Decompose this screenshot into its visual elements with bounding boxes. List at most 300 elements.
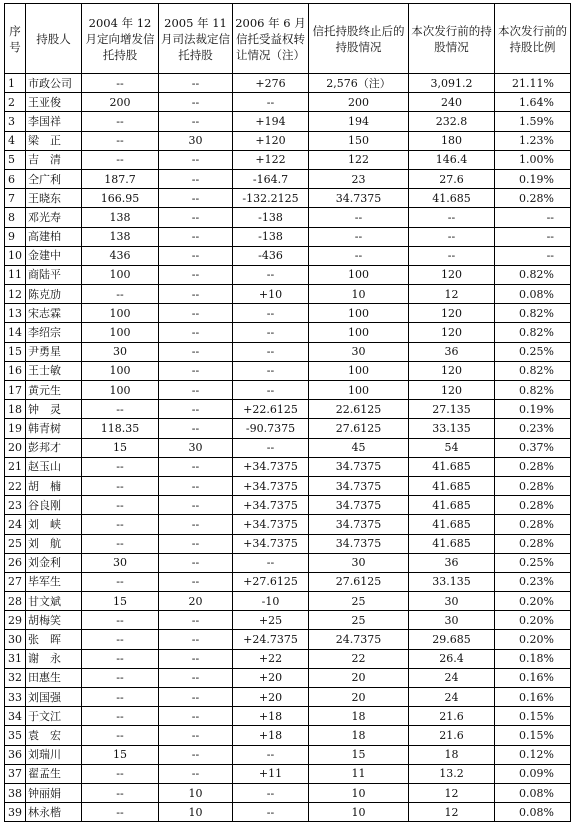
cell-holder: 刘瑞川 (26, 745, 82, 764)
cell-pre-issue-ratio: 0.28% (495, 476, 571, 495)
cell-2004: -- (82, 764, 159, 783)
cell-holder: 刘 航 (26, 534, 82, 553)
cell-after-termination: 100 (309, 381, 409, 400)
cell-2006-transfer: -164.7 (233, 169, 309, 188)
cell-after-termination: 100 (309, 323, 409, 342)
cell-2005: -- (159, 361, 233, 380)
cell-seq: 9 (5, 227, 26, 246)
cell-2006-transfer: -- (233, 553, 309, 572)
cell-2005: -- (159, 265, 233, 284)
cell-after-termination: 34.7375 (309, 515, 409, 534)
cell-pre-issue: 24 (409, 688, 495, 707)
cell-2004: -- (82, 457, 159, 476)
cell-after-termination: 20 (309, 688, 409, 707)
cell-pre-issue: 12 (409, 803, 495, 822)
cell-pre-issue: 54 (409, 438, 495, 457)
cell-seq: 11 (5, 265, 26, 284)
cell-seq: 5 (5, 150, 26, 169)
cell-pre-issue-ratio: 0.23% (495, 572, 571, 591)
cell-holder: 张 晖 (26, 630, 82, 649)
table-body (5, 74, 571, 822)
cell-pre-issue: 41.685 (409, 515, 495, 534)
cell-2005: -- (159, 611, 233, 630)
cell-pre-issue-ratio: 0.28% (495, 457, 571, 476)
cell-after-termination: 18 (309, 726, 409, 745)
cell-pre-issue-ratio: 0.82% (495, 381, 571, 400)
cell-2005: -- (159, 457, 233, 476)
table-row (5, 93, 571, 112)
cell-holder: 钟 灵 (26, 400, 82, 419)
cell-2005: -- (159, 496, 233, 515)
cell-after-termination: 23 (309, 169, 409, 188)
cell-seq: 1 (5, 74, 26, 93)
cell-2006-transfer: +11 (233, 764, 309, 783)
cell-seq: 38 (5, 783, 26, 802)
cell-after-termination: 22 (309, 649, 409, 668)
cell-seq: 12 (5, 285, 26, 304)
cell-holder: 仝广利 (26, 169, 82, 188)
cell-pre-issue-ratio: -- (495, 227, 571, 246)
cell-seq: 25 (5, 534, 26, 553)
cell-2006-transfer: +276 (233, 74, 309, 93)
table-row (5, 189, 571, 208)
cell-2004: -- (82, 74, 159, 93)
cell-after-termination: 100 (309, 265, 409, 284)
cell-pre-issue-ratio: 0.08% (495, 285, 571, 304)
cell-2006-transfer: -- (233, 342, 309, 361)
cell-2006-transfer: -- (233, 265, 309, 284)
cell-2005: -- (159, 93, 233, 112)
cell-holder: 胡 楠 (26, 476, 82, 495)
header-2006-transfer: 2006 年 6 月信托受益权转让情况（注） (233, 4, 309, 74)
cell-pre-issue-ratio: 0.19% (495, 169, 571, 188)
table-row (5, 227, 571, 246)
table-row (5, 285, 571, 304)
table-row (5, 400, 571, 419)
table-row (5, 457, 571, 476)
cell-seq: 17 (5, 381, 26, 400)
cell-seq: 24 (5, 515, 26, 534)
cell-2005: -- (159, 342, 233, 361)
cell-pre-issue: 27.135 (409, 400, 495, 419)
table-row (5, 783, 571, 802)
cell-pre-issue: 21.6 (409, 707, 495, 726)
header-pre-issue-holding: 本次发行前的持股情况 (409, 4, 495, 74)
cell-2006-transfer: -- (233, 361, 309, 380)
cell-seq: 6 (5, 169, 26, 188)
table-row (5, 668, 571, 687)
cell-seq: 21 (5, 457, 26, 476)
cell-seq: 8 (5, 208, 26, 227)
cell-2005: -- (159, 630, 233, 649)
table-row (5, 112, 571, 131)
cell-2005: -- (159, 419, 233, 438)
cell-2006-transfer: -138 (233, 227, 309, 246)
cell-seq: 2 (5, 93, 26, 112)
table-row (5, 630, 571, 649)
cell-pre-issue: 3,091.2 (409, 74, 495, 93)
table-row (5, 534, 571, 553)
table-row (5, 419, 571, 438)
cell-2005: -- (159, 112, 233, 131)
cell-after-termination: 30 (309, 342, 409, 361)
cell-2004: -- (82, 707, 159, 726)
cell-2004: -- (82, 131, 159, 150)
cell-pre-issue: 26.4 (409, 649, 495, 668)
cell-pre-issue: 29.685 (409, 630, 495, 649)
cell-seq: 13 (5, 304, 26, 323)
cell-2004: -- (82, 534, 159, 553)
cell-after-termination: 11 (309, 764, 409, 783)
cell-2004: 200 (82, 93, 159, 112)
cell-pre-issue: -- (409, 227, 495, 246)
cell-2006-transfer: +20 (233, 688, 309, 707)
cell-2004: 15 (82, 592, 159, 611)
cell-2005: -- (159, 304, 233, 323)
cell-2004: -- (82, 726, 159, 745)
cell-holder: 翟孟生 (26, 764, 82, 783)
table-row (5, 381, 571, 400)
cell-2006-transfer: -132.2125 (233, 189, 309, 208)
cell-2004: -- (82, 688, 159, 707)
cell-2004: 100 (82, 323, 159, 342)
cell-2005: -- (159, 515, 233, 534)
cell-pre-issue-ratio: 0.28% (495, 534, 571, 553)
table-row (5, 553, 571, 572)
cell-2006-transfer: +10 (233, 285, 309, 304)
cell-pre-issue: -- (409, 246, 495, 265)
cell-2006-transfer: -- (233, 381, 309, 400)
cell-pre-issue-ratio: 0.08% (495, 783, 571, 802)
cell-2006-transfer: +34.7375 (233, 515, 309, 534)
cell-after-termination: 10 (309, 803, 409, 822)
cell-2005: -- (159, 572, 233, 591)
cell-pre-issue-ratio: 1.64% (495, 93, 571, 112)
cell-pre-issue-ratio: 0.28% (495, 515, 571, 534)
cell-2005: -- (159, 726, 233, 745)
cell-holder: 田惠生 (26, 668, 82, 687)
cell-2004: -- (82, 649, 159, 668)
cell-pre-issue: 24 (409, 668, 495, 687)
cell-2006-transfer: -- (233, 323, 309, 342)
cell-2006-transfer: -- (233, 93, 309, 112)
cell-2004: 100 (82, 304, 159, 323)
cell-holder: 刘金利 (26, 553, 82, 572)
cell-holder: 吉 清 (26, 150, 82, 169)
cell-pre-issue-ratio: 0.20% (495, 630, 571, 649)
cell-2005: -- (159, 74, 233, 93)
cell-2004: -- (82, 476, 159, 495)
cell-seq: 15 (5, 342, 26, 361)
cell-pre-issue-ratio: 0.37% (495, 438, 571, 457)
table-row (5, 323, 571, 342)
cell-2004: 30 (82, 342, 159, 361)
cell-pre-issue: 240 (409, 93, 495, 112)
cell-2006-transfer: +24.7375 (233, 630, 309, 649)
cell-holder: 彭邦才 (26, 438, 82, 457)
cell-2006-transfer: -- (233, 745, 309, 764)
cell-2005: -- (159, 246, 233, 265)
cell-seq: 23 (5, 496, 26, 515)
cell-2004: -- (82, 400, 159, 419)
table-row (5, 265, 571, 284)
cell-2004: 15 (82, 745, 159, 764)
cell-seq: 30 (5, 630, 26, 649)
cell-seq: 35 (5, 726, 26, 745)
table-row (5, 304, 571, 323)
cell-2004: -- (82, 150, 159, 169)
cell-2004: 118.35 (82, 419, 159, 438)
cell-seq: 39 (5, 803, 26, 822)
cell-seq: 33 (5, 688, 26, 707)
cell-seq: 27 (5, 572, 26, 591)
table-row (5, 515, 571, 534)
header-seq: 序号 (5, 4, 26, 74)
cell-seq: 26 (5, 553, 26, 572)
table-row (5, 707, 571, 726)
cell-2005: -- (159, 150, 233, 169)
cell-pre-issue: 41.685 (409, 189, 495, 208)
cell-2006-transfer: -- (233, 304, 309, 323)
cell-holder: 陈克劢 (26, 285, 82, 304)
cell-pre-issue-ratio: 0.20% (495, 611, 571, 630)
cell-pre-issue-ratio: 1.23% (495, 131, 571, 150)
cell-after-termination: 34.7375 (309, 457, 409, 476)
cell-2005: -- (159, 208, 233, 227)
cell-pre-issue: 27.6 (409, 169, 495, 188)
header-pre-issue-ratio: 本次发行前的持股比例 (495, 4, 571, 74)
cell-after-termination: 100 (309, 304, 409, 323)
cell-2005: -- (159, 227, 233, 246)
cell-after-termination: 34.7375 (309, 476, 409, 495)
cell-pre-issue-ratio: -- (495, 246, 571, 265)
table-row (5, 169, 571, 188)
cell-after-termination: 15 (309, 745, 409, 764)
cell-2005: 10 (159, 783, 233, 802)
cell-2004: 100 (82, 381, 159, 400)
cell-seq: 19 (5, 419, 26, 438)
cell-2006-transfer: +194 (233, 112, 309, 131)
cell-after-termination: 27.6125 (309, 419, 409, 438)
table-row (5, 496, 571, 515)
cell-pre-issue-ratio: 0.20% (495, 592, 571, 611)
table-row (5, 150, 571, 169)
cell-holder: 袁 宏 (26, 726, 82, 745)
cell-pre-issue-ratio: 0.15% (495, 726, 571, 745)
table-row (5, 342, 571, 361)
cell-seq: 22 (5, 476, 26, 495)
cell-2004: -- (82, 572, 159, 591)
cell-2004: 436 (82, 246, 159, 265)
cell-pre-issue: -- (409, 208, 495, 227)
cell-after-termination: 34.7375 (309, 496, 409, 515)
cell-after-termination: 25 (309, 611, 409, 630)
cell-seq: 36 (5, 745, 26, 764)
cell-after-termination: 45 (309, 438, 409, 457)
cell-seq: 29 (5, 611, 26, 630)
cell-pre-issue: 146.4 (409, 150, 495, 169)
cell-2004: -- (82, 112, 159, 131)
cell-holder: 宋志霖 (26, 304, 82, 323)
cell-pre-issue: 120 (409, 381, 495, 400)
cell-2005: -- (159, 476, 233, 495)
cell-pre-issue-ratio: 0.28% (495, 496, 571, 515)
cell-2006-transfer: +120 (233, 131, 309, 150)
cell-pre-issue: 36 (409, 342, 495, 361)
table-row (5, 592, 571, 611)
cell-2005: -- (159, 707, 233, 726)
cell-after-termination: 34.7375 (309, 534, 409, 553)
cell-pre-issue-ratio: 0.16% (495, 668, 571, 687)
cell-pre-issue-ratio: 0.82% (495, 361, 571, 380)
cell-2004: 15 (82, 438, 159, 457)
cell-seq: 20 (5, 438, 26, 457)
cell-pre-issue-ratio: 0.08% (495, 803, 571, 822)
cell-pre-issue-ratio: -- (495, 208, 571, 227)
cell-seq: 32 (5, 668, 26, 687)
cell-holder: 王士敏 (26, 361, 82, 380)
cell-seq: 31 (5, 649, 26, 668)
cell-2006-transfer: +34.7375 (233, 496, 309, 515)
header-holder: 持股人 (26, 4, 82, 74)
cell-pre-issue-ratio: 0.23% (495, 419, 571, 438)
cell-2004: -- (82, 515, 159, 534)
cell-after-termination: 20 (309, 668, 409, 687)
cell-pre-issue: 36 (409, 553, 495, 572)
cell-pre-issue: 18 (409, 745, 495, 764)
cell-seq: 7 (5, 189, 26, 208)
cell-2005: 30 (159, 131, 233, 150)
cell-holder: 胡梅笑 (26, 611, 82, 630)
header-row (5, 4, 571, 74)
cell-2004: 166.95 (82, 189, 159, 208)
cell-pre-issue: 41.685 (409, 534, 495, 553)
cell-2006-transfer: +25 (233, 611, 309, 630)
cell-after-termination: -- (309, 208, 409, 227)
cell-after-termination: 25 (309, 592, 409, 611)
cell-2006-transfer: -436 (233, 246, 309, 265)
cell-2006-transfer: +27.6125 (233, 572, 309, 591)
cell-holder: 黄元生 (26, 381, 82, 400)
cell-seq: 4 (5, 131, 26, 150)
cell-holder: 梁 正 (26, 131, 82, 150)
table-row (5, 131, 571, 150)
cell-holder: 韩青树 (26, 419, 82, 438)
cell-holder: 王晓东 (26, 189, 82, 208)
cell-2005: -- (159, 764, 233, 783)
cell-2005: -- (159, 285, 233, 304)
cell-after-termination: -- (309, 246, 409, 265)
cell-2006-transfer: -- (233, 783, 309, 802)
table-row (5, 438, 571, 457)
table-row (5, 688, 571, 707)
cell-pre-issue: 120 (409, 323, 495, 342)
cell-pre-issue: 33.135 (409, 419, 495, 438)
cell-holder: 王亚俊 (26, 93, 82, 112)
cell-2005: 20 (159, 592, 233, 611)
table-row (5, 74, 571, 93)
cell-seq: 18 (5, 400, 26, 419)
header-2004-placement: 2004 年 12 月定向增发信托持股 (82, 4, 159, 74)
cell-2005: -- (159, 745, 233, 764)
cell-pre-issue: 12 (409, 783, 495, 802)
cell-seq: 16 (5, 361, 26, 380)
cell-2004: 138 (82, 208, 159, 227)
cell-after-termination: 200 (309, 93, 409, 112)
cell-after-termination: 24.7375 (309, 630, 409, 649)
cell-pre-issue: 120 (409, 265, 495, 284)
cell-2005: -- (159, 553, 233, 572)
cell-2006-transfer: +18 (233, 726, 309, 745)
cell-pre-issue: 41.685 (409, 476, 495, 495)
cell-after-termination: 10 (309, 783, 409, 802)
cell-seq: 10 (5, 246, 26, 265)
cell-after-termination: 122 (309, 150, 409, 169)
cell-holder: 毕军生 (26, 572, 82, 591)
cell-holder: 邓光寿 (26, 208, 82, 227)
cell-pre-issue: 21.6 (409, 726, 495, 745)
table-row (5, 208, 571, 227)
cell-2006-transfer: +22.6125 (233, 400, 309, 419)
cell-2004: -- (82, 630, 159, 649)
cell-2005: -- (159, 649, 233, 668)
cell-pre-issue: 13.2 (409, 764, 495, 783)
cell-2006-transfer: -- (233, 438, 309, 457)
cell-pre-issue-ratio: 1.59% (495, 112, 571, 131)
cell-holder: 于文江 (26, 707, 82, 726)
cell-holder: 甘文斌 (26, 592, 82, 611)
cell-after-termination: 10 (309, 285, 409, 304)
cell-2005: 30 (159, 438, 233, 457)
cell-2006-transfer: +22 (233, 649, 309, 668)
cell-pre-issue: 180 (409, 131, 495, 150)
cell-pre-issue-ratio: 0.82% (495, 323, 571, 342)
cell-pre-issue: 30 (409, 592, 495, 611)
cell-2004: -- (82, 803, 159, 822)
cell-pre-issue: 41.685 (409, 496, 495, 515)
cell-2005: -- (159, 381, 233, 400)
cell-2006-transfer: +122 (233, 150, 309, 169)
cell-2004: -- (82, 668, 159, 687)
cell-seq: 37 (5, 764, 26, 783)
table-row (5, 745, 571, 764)
cell-holder: 金建中 (26, 246, 82, 265)
cell-holder: 谢 永 (26, 649, 82, 668)
cell-2005: 10 (159, 803, 233, 822)
header-2005-court-ruling: 2005 年 11 月司法裁定信托持股 (159, 4, 233, 74)
cell-after-termination: 34.7375 (309, 189, 409, 208)
cell-2006-transfer: +20 (233, 668, 309, 687)
cell-pre-issue-ratio: 0.82% (495, 304, 571, 323)
cell-after-termination: 100 (309, 361, 409, 380)
cell-holder: 赵玉山 (26, 457, 82, 476)
cell-pre-issue-ratio: 0.18% (495, 649, 571, 668)
cell-after-termination: 18 (309, 707, 409, 726)
cell-2005: -- (159, 189, 233, 208)
cell-pre-issue-ratio: 21.11% (495, 74, 571, 93)
cell-2006-transfer: +34.7375 (233, 534, 309, 553)
cell-2006-transfer: +34.7375 (233, 476, 309, 495)
cell-pre-issue-ratio: 0.16% (495, 688, 571, 707)
cell-pre-issue: 120 (409, 361, 495, 380)
shareholding-table (4, 3, 571, 822)
cell-2004: -- (82, 611, 159, 630)
cell-holder: 刘国强 (26, 688, 82, 707)
cell-after-termination: 22.6125 (309, 400, 409, 419)
cell-2005: -- (159, 169, 233, 188)
header-after-trust-termination: 信托持股终止后的持股情况 (309, 4, 409, 74)
cell-holder: 谷良刚 (26, 496, 82, 515)
